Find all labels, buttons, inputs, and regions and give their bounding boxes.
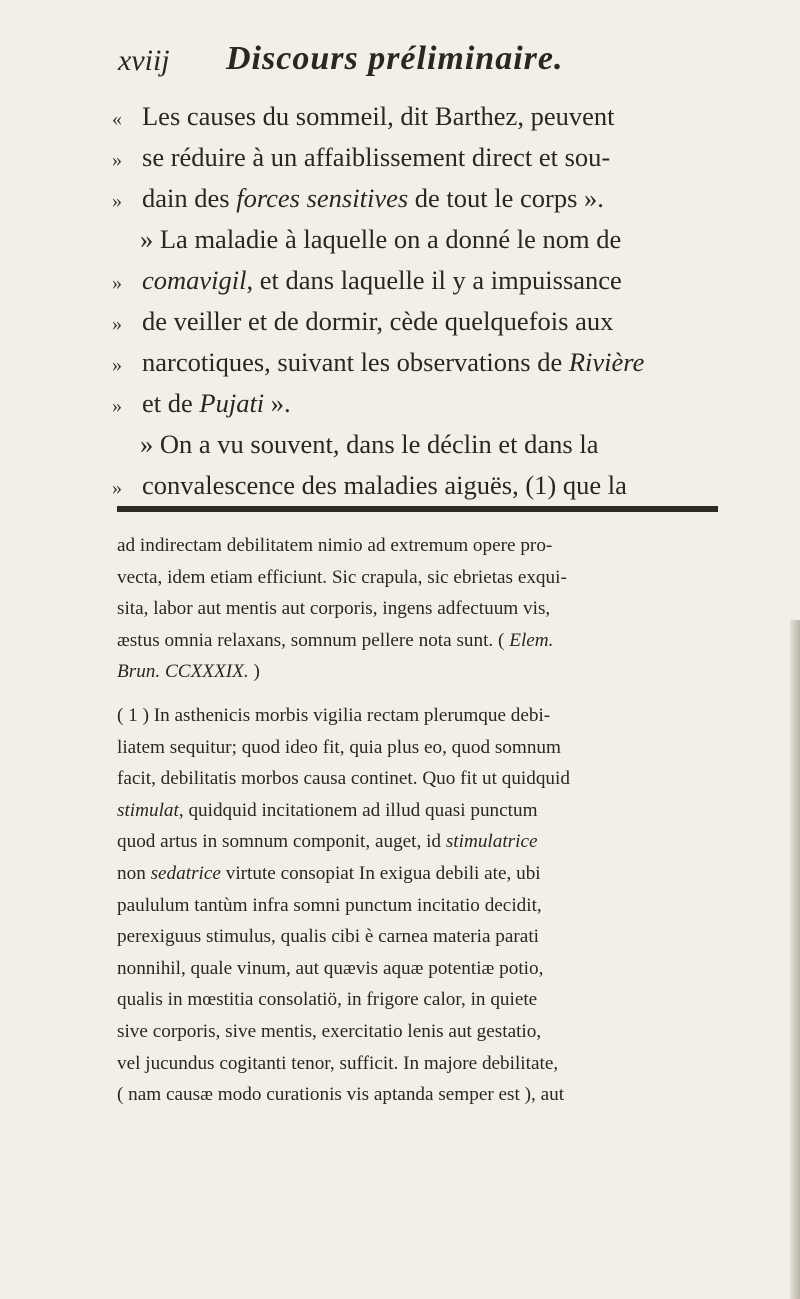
text-run: convalescence des maladies aiguës, (1) que la: [142, 470, 627, 500]
text-run: se réduire à un affaiblissement direct et sou-: [142, 142, 611, 172]
text-line: [112, 260, 732, 301]
text-line: [112, 383, 732, 424]
main-text: [112, 96, 732, 506]
text-run: , quidquid incitationem ad illud quasi punctum: [178, 799, 538, 821]
text-line: [112, 342, 732, 383]
text-run: de tout le corps ».: [408, 183, 604, 213]
italic-text: Elem.: [509, 629, 554, 651]
quote-mark: »: [112, 477, 122, 499]
text-run: non: [117, 862, 151, 884]
footnote-line: [117, 732, 727, 764]
text-run: ( 1 ) In asthenicis morbis vigilia rectam plerumque debi-: [117, 704, 551, 726]
footnote-line: [117, 1048, 727, 1080]
footnote-line: [117, 858, 727, 890]
footnote-line: [117, 984, 727, 1016]
text-run: Les causes du sommeil, dit Barthez, peuvent: [142, 101, 615, 131]
quote-mark: »: [112, 354, 122, 376]
text-run: ad indirectam debilitatem nimio ad extremum opere pro-: [117, 535, 553, 556]
italic-text: forces sensitives: [236, 183, 409, 213]
text-run: quod artus in somnum componit, auget, id: [117, 831, 446, 853]
text-run: de veiller et de dormir, cède quelquefois aux: [142, 306, 614, 336]
quote-mark: »: [112, 190, 122, 212]
footnote-line: [117, 826, 727, 858]
text-run: sita, labor aut mentis aut corporis, ingens adfectuum vis,: [117, 598, 551, 620]
footnote-line: [117, 795, 727, 827]
text-run: vel jucundus cogitanti tenor, sufficit. In majore debilitate,: [117, 1052, 559, 1074]
italic-text: sedatrice: [150, 862, 221, 884]
footnote-line: [117, 763, 727, 795]
footnote-line: [117, 700, 727, 732]
text-line: [112, 219, 732, 260]
footnote-line: [117, 625, 727, 657]
page-number: xviij: [118, 44, 170, 77]
running-header: [118, 40, 708, 90]
footnote-line: [117, 890, 727, 922]
text-line: [112, 301, 732, 342]
footnote-line: [117, 953, 727, 985]
footnote-line: [117, 1016, 727, 1048]
text-line: [112, 465, 732, 506]
quote-mark: »: [112, 395, 122, 417]
text-run: vecta, idem etiam efficiunt. Sic crapula, sic ebrietas exqui-: [117, 566, 567, 588]
footnotes: [117, 530, 727, 1111]
text-run: æstus omnia relaxans, somnum pellere nota sunt. (: [117, 629, 510, 651]
text-run: et de: [142, 388, 200, 418]
text-run: virtute consopiat In exigua debili ate, ubi: [220, 862, 541, 884]
page-edge-shadow: [790, 620, 800, 1299]
note-gap: [117, 688, 727, 700]
italic-text: comavigil: [142, 265, 247, 295]
text-run: nonnihil, quale vinum, aut quævis aquæ potentiæ potio,: [117, 957, 544, 979]
text-run: facit, debilitatis morbos causa continet. Quo fit ut quidquid: [117, 768, 570, 790]
text-run: » On a vu souvent, dans le déclin et dans la: [140, 429, 599, 459]
page-title: Discours préliminaire.: [226, 40, 564, 77]
text-run: dain des: [142, 183, 237, 213]
text-run: » La maladie à laquelle on a donné le nom de: [140, 224, 622, 254]
quote-mark: »: [112, 272, 122, 294]
text-run: paululum tantùm infra somni punctum incitatio decidit,: [117, 894, 542, 916]
footnote-line: [117, 921, 727, 953]
text-run: ): [248, 661, 260, 683]
text-run: ».: [264, 388, 291, 418]
italic-text: stimulat: [117, 799, 179, 821]
italic-text: Pujati: [199, 388, 265, 418]
italic-text: Brun. CCXXXIX.: [117, 661, 249, 683]
text-line: [112, 178, 732, 219]
text-run: ( nam causæ modo curationis vis aptanda semper est ), aut: [117, 1084, 565, 1106]
footnote-line: [117, 530, 727, 562]
text-run: qualis in mœstitia consolatiö, in frigore calor, in quiete: [117, 989, 538, 1011]
quote-mark: »: [112, 313, 122, 335]
footnote-divider: [117, 506, 718, 512]
italic-text: Rivière: [568, 347, 645, 377]
text-run: perexiguus stimulus, qualis cibi è carnea materia parati: [117, 926, 539, 948]
quote-mark: «: [112, 108, 122, 130]
text-run: sive corporis, sive mentis, exercitatio lenis aut gestatio,: [117, 1020, 542, 1042]
text-run: narcotiques, suivant les observations de: [142, 347, 569, 377]
footnote-line: [117, 1079, 727, 1111]
text-run: , et dans laquelle il y a impuissance: [246, 265, 622, 295]
text-run: liatem sequitur; quod ideo fit, quia plus eo, quod somnum: [117, 736, 561, 758]
footnote-line: [117, 562, 727, 594]
text-line: [112, 137, 732, 178]
footnote-line: [117, 656, 727, 688]
footnote-line: [117, 593, 727, 625]
text-line: [112, 96, 732, 137]
italic-text: stimulatrice: [445, 831, 538, 853]
text-line: [112, 424, 732, 465]
quote-mark: »: [112, 149, 122, 171]
